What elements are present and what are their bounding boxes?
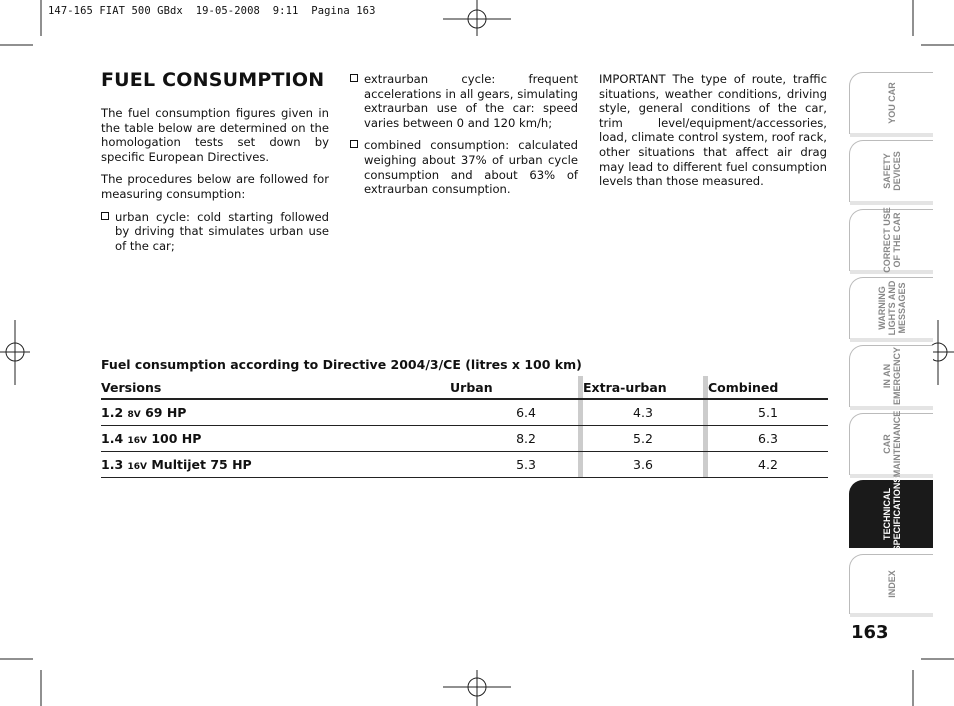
- tab-correct-use[interactable]: CORRECT USE OF THE CAR: [849, 209, 933, 271]
- cell-combined: 6.3: [708, 426, 828, 452]
- header-urban: Urban: [450, 376, 578, 399]
- column-3: [599, 72, 827, 197]
- column-2: [350, 72, 578, 205]
- tab-index[interactable]: INDEX: [849, 554, 933, 614]
- bullet-text: urban cycle: cold starting followed by driving that simulates urban use of the car;: [115, 209, 329, 253]
- table-row: [101, 426, 828, 452]
- tab-emergency[interactable]: IN AN EMERGENCY: [849, 345, 933, 407]
- table-row: [101, 452, 828, 478]
- table-header-row: [101, 376, 828, 399]
- important-note: IMPORTANT The type of route, traffic situations, weather conditions, driving style, general conditions of the car, trim level/equipment/accessories, load, climate control system, roof rack, other situations that affect air drag may lead to different fuel consumption levels than those measured.: [599, 72, 827, 189]
- list-item: [101, 210, 329, 254]
- column-1: [101, 106, 329, 261]
- print-header: 147-165 FIAT 500 GBdx 19-05-2008 9:11 Pagina 163: [48, 5, 376, 17]
- cell-version: 1.3 16V Multijet 75 HP: [101, 452, 450, 478]
- list-item: [350, 138, 578, 196]
- page-number: 163: [851, 622, 889, 643]
- header-extra-urban: Extra-urban: [583, 376, 703, 399]
- tab-you-car[interactable]: YOU CAR: [849, 72, 933, 134]
- cell-urban: 8.2: [450, 426, 578, 452]
- list-item: [350, 72, 578, 130]
- fuel-consumption-table: [101, 376, 828, 478]
- checkbox-bullet-icon: [101, 212, 109, 220]
- bullet-text: extraurban cycle: frequent accelerations in all gears, simulating extraurban use of the car: speed varies between 0 and 120 km/h;: [364, 72, 578, 130]
- cell-combined: 4.2: [708, 452, 828, 478]
- cell-urban: 5.3: [450, 452, 578, 478]
- bullet-text: combined consumption: calculated weighing about 37% of urban cycle consumption and about 63% of extraurban consumption.: [364, 138, 578, 197]
- header-combined: Combined: [708, 376, 828, 399]
- cell-combined: 5.1: [708, 399, 828, 426]
- table-caption: Fuel consumption according to Directive 2004/3/CE (litres x 100 km): [101, 357, 582, 372]
- cell-extra-urban: 5.2: [583, 426, 703, 452]
- tab-technical-specifications[interactable]: TECHNICAL SPECIFICATIONS: [849, 480, 933, 548]
- cell-urban: 6.4: [450, 399, 578, 426]
- page-title: FUEL CONSUMPTION: [101, 69, 325, 91]
- checkbox-bullet-icon: [350, 74, 358, 82]
- cell-version: 1.4 16V 100 HP: [101, 426, 450, 452]
- procedures-paragraph: The procedures below are followed for measuring consumption:: [101, 172, 329, 201]
- tab-warning-lights[interactable]: WARNING LIGHTS AND MESSAGES: [849, 277, 933, 339]
- cell-extra-urban: 4.3: [583, 399, 703, 426]
- cell-extra-urban: 3.6: [583, 452, 703, 478]
- table-row: [101, 399, 828, 426]
- header-versions: Versions: [101, 376, 450, 399]
- cell-version: 1.2 8V 69 HP: [101, 399, 450, 426]
- checkbox-bullet-icon: [350, 140, 358, 148]
- tab-car-maintenance[interactable]: CAR MAINTENANCE: [849, 413, 933, 475]
- intro-paragraph: The fuel consumption figures given in the table below are determined on the homologation tests set down by specific European Directives.: [101, 106, 329, 164]
- tab-safety-devices[interactable]: SAFETY DEVICES: [849, 140, 933, 202]
